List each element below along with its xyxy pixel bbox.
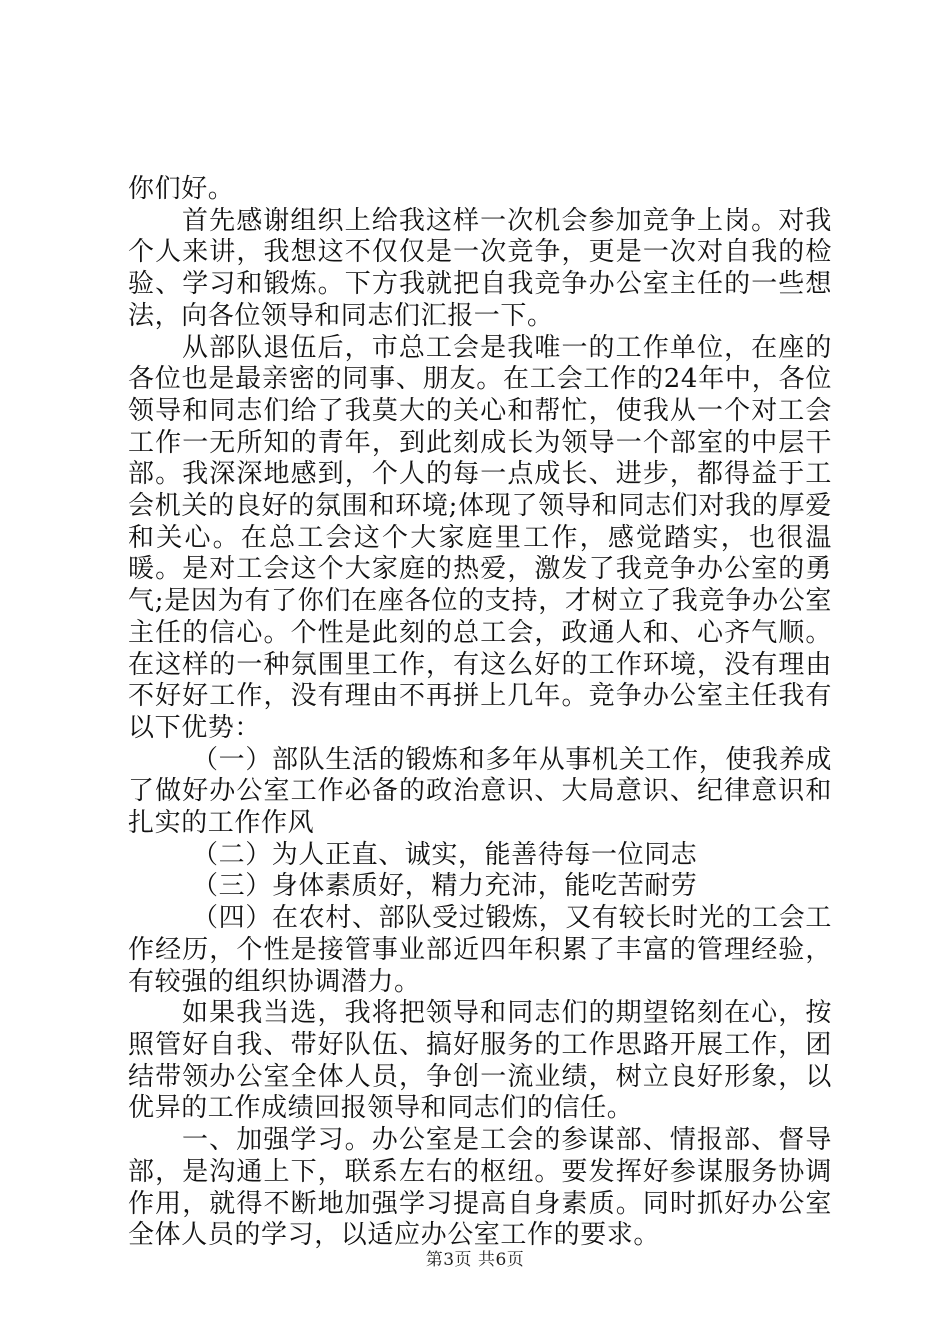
document-body <box>128 174 832 1252</box>
paragraph-section-study: 一、加强学习。办公室是工会的参谋部、情报部、督导部，是沟通上下，联系左右的枢纽。要发挥好参谋服务协调作用，就得不断地加强学习提高自身素质。同时抓好办公室全体人员的学习，以适应办公室工作的要求。 <box>128 1125 832 1251</box>
paragraph-pledge: 如果我当选，我将把领导和同志们的期望铭刻在心，按照管好自我、带好队伍、搞好服务的工作思路开展工作，团结带领办公室全体人员，争创一流业绩，树立良好形象，以优异的工作成绩回报领导和同志们的信任。 <box>128 998 832 1124</box>
paragraph-background: 从部队退伍后，市总工会是我唯一的工作单位，在座的各位也是最亲密的同事、朋友。在工会工作的24年中，各位领导和同志们给了我莫大的关心和帮忙，使我从一个对工会工作一无所知的青年，到此刻成长为领导一个部室的中层干部。我深深地感到，个人的每一点成长、进步，都得益于工会机关的良好的氛围和环境;体现了领导和同志们对我的厚爱和关心。在总工会这个大家庭里工作，感觉踏实，也很温暖。是对工会这个大家庭的热爱，激发了我竞争办公室的勇气;是因为有了你们在座各位的支持，才树立了我竞争办公室主任的信心。个性是此刻的总工会，政通人和、心齐气顺。在这样的一种氛围里工作，有这么好的工作环境，没有理由不好好工作，没有理由不再拼上几年。竞争办公室主任我有以下优势： <box>128 332 832 743</box>
paragraph-thanks: 首先感谢组织上给我这样一次机会参加竞争上岗。对我个人来讲，我想这不仅仅是一次竞争，更是一次对自我的检验、学习和锻炼。下方我就把自我竞争办公室主任的一些想法，向各位领导和同志们汇报一下。 <box>128 205 832 331</box>
list-item-advantage-2: （二）为人正直、诚实，能善待每一位同志 <box>192 839 698 870</box>
list-item-advantage-1: （一）部队生活的锻炼和多年从事机关工作，使我养成了做好办公室工作必备的政治意识、大局意识、纪律意识和扎实的工作作风 <box>128 744 832 839</box>
paragraph-greeting: 你们好。 <box>128 174 235 204</box>
page-number-footer: 第3页 共6页 <box>425 1250 525 1270</box>
list-item-advantage-4: （四）在农村、部队受过锻炼，又有较长时光的工会工作经历，个性是接管事业部近四年积累了丰富的管理经验，有较强的组织协调潜力。 <box>128 903 832 997</box>
list-item-advantage-3: （三）身体素质好，精力充沛，能吃苦耐劳 <box>192 871 698 902</box>
